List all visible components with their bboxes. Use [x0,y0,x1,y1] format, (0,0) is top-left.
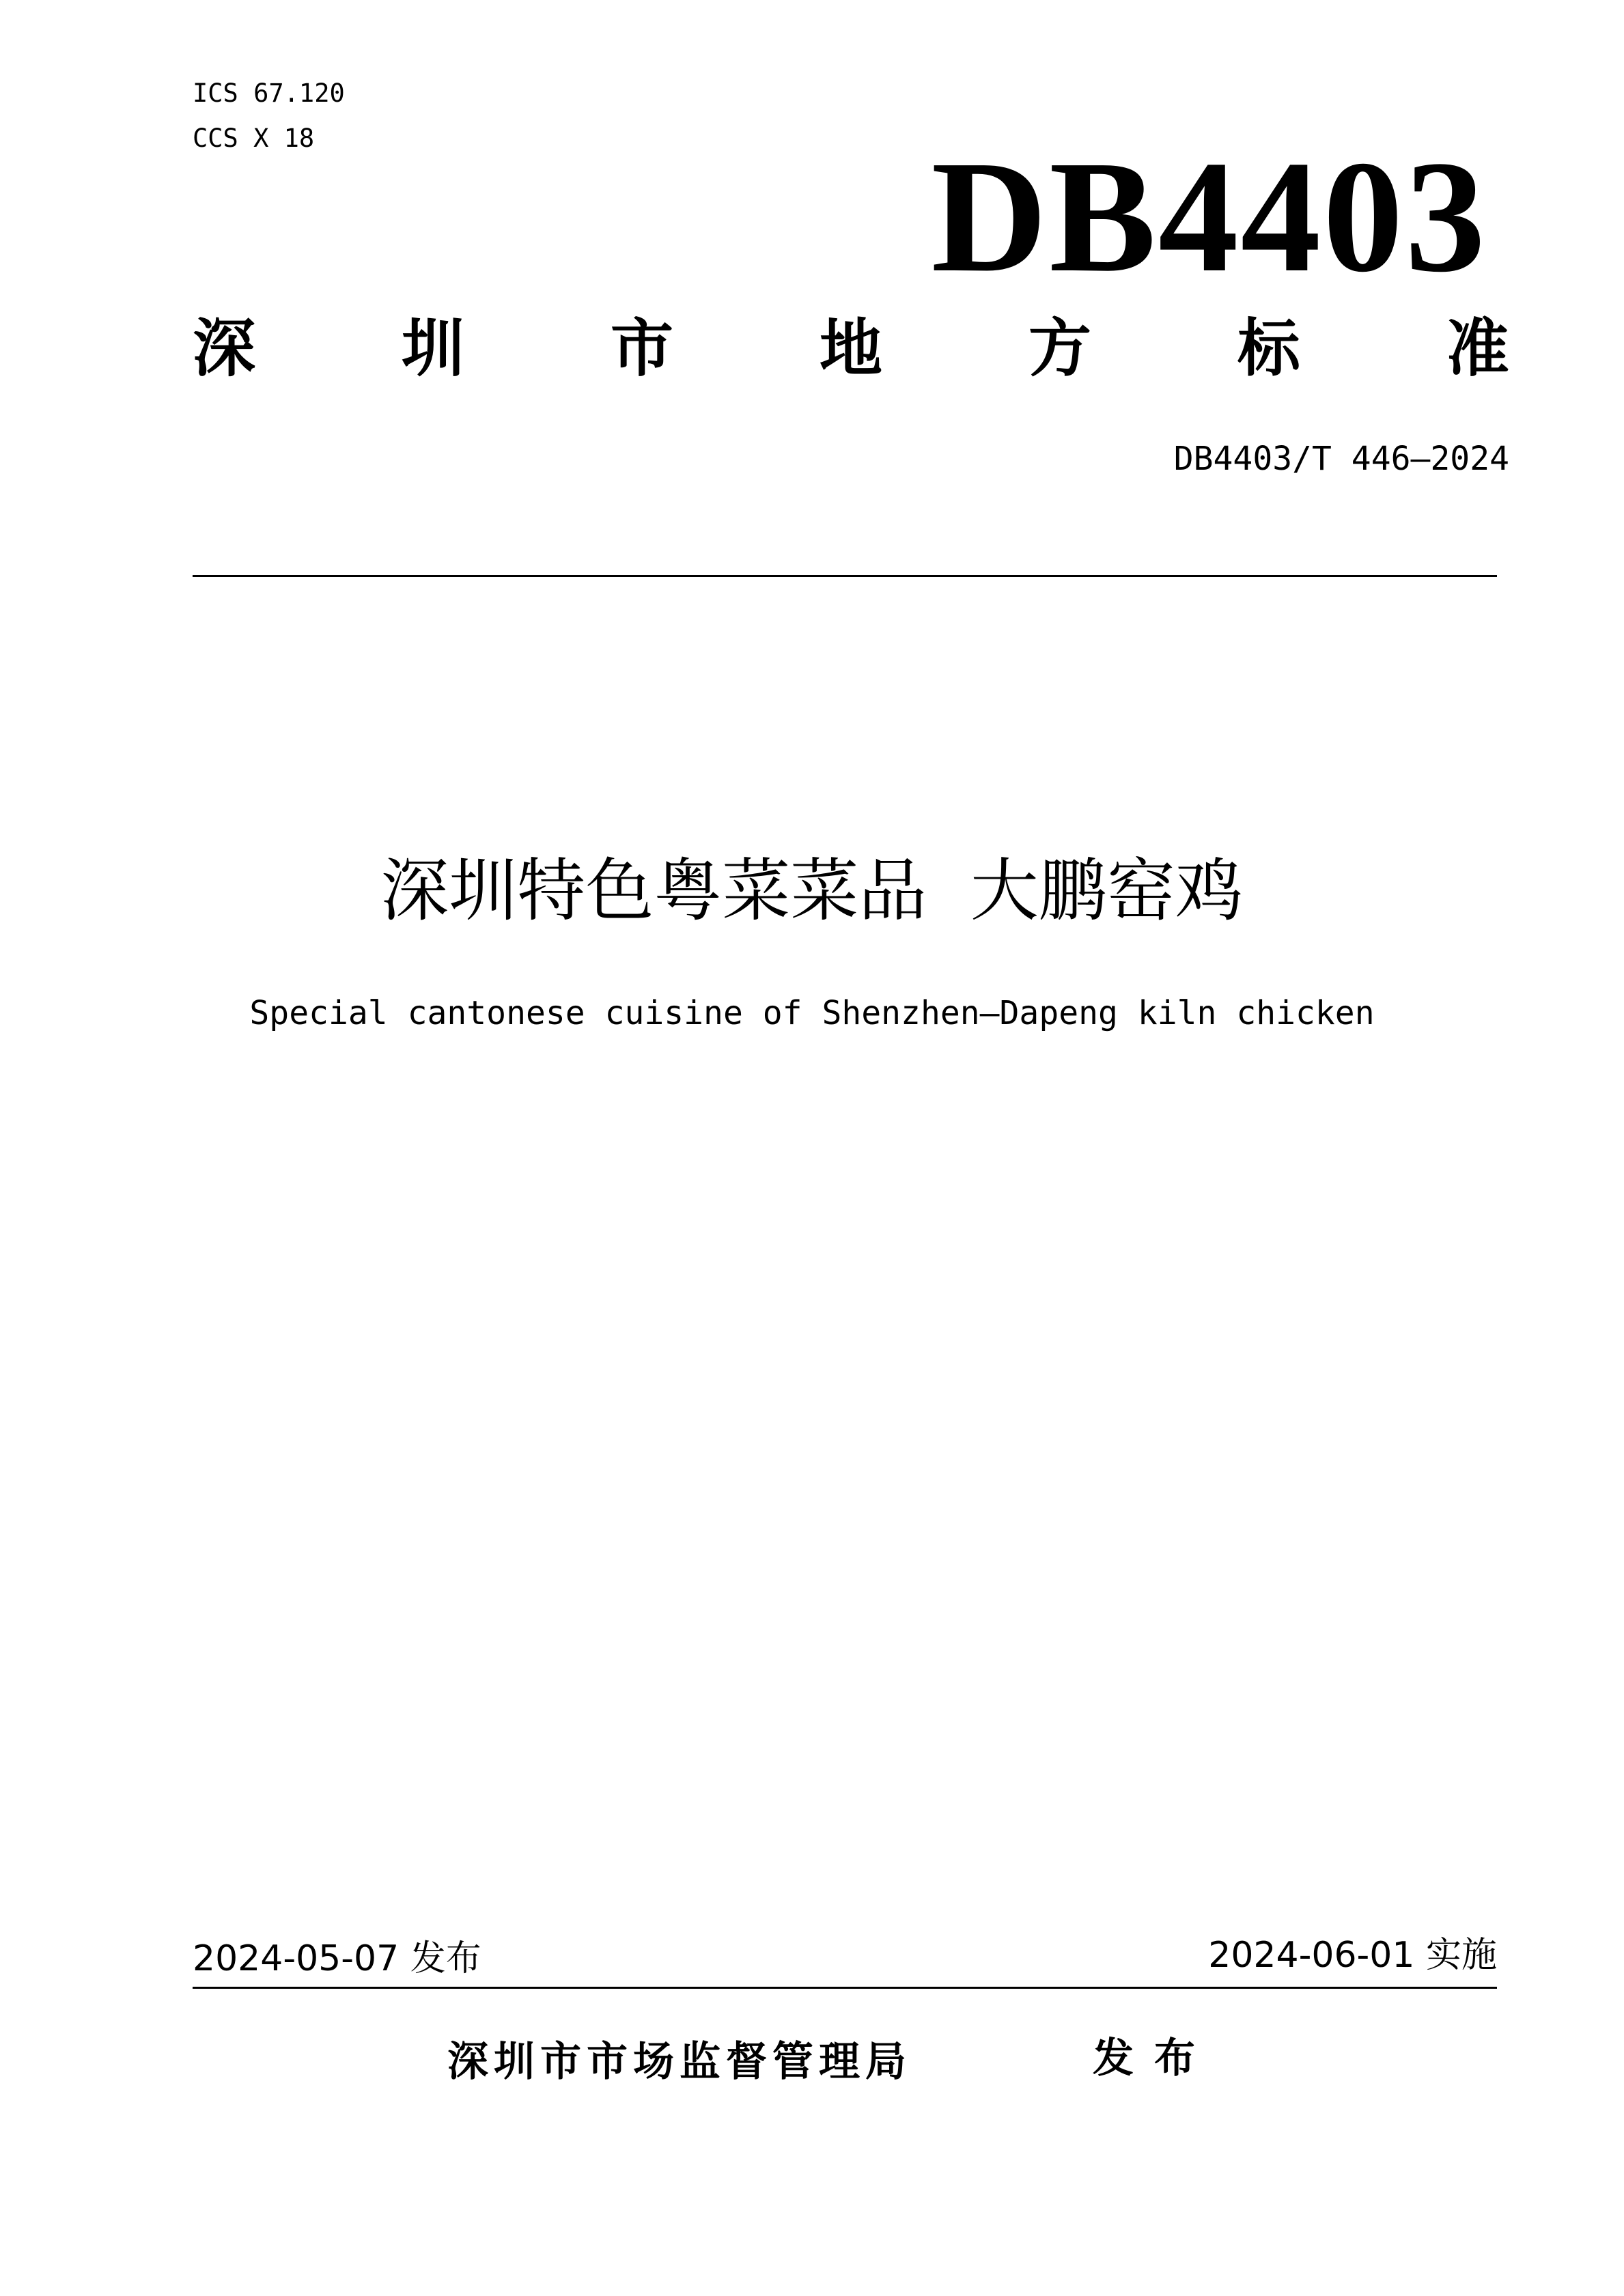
standard-type-char: 准 [1446,312,1509,385]
standard-type-char: 市 [610,312,673,385]
document-title-chinese: 深圳特色粤菜菜品 大鹏窑鸡 [380,851,1244,931]
standard-type-heading [193,312,1509,385]
standard-type-char: 方 [1028,312,1091,385]
standard-type-char: 圳 [401,312,464,385]
implement-date: 2024-06-01 实施 [1208,1935,1497,1976]
standard-type-char: 标 [1237,312,1300,385]
top-divider [193,575,1497,577]
issuing-authority: 深圳市市场监督管理局 [447,2038,912,2086]
issue-label: 发布 [1093,2035,1216,2082]
ccs-code: CCS X 18 [193,124,315,153]
standard-number: DB4403/T 446—2024 [1173,440,1509,478]
standard-logo: DB4403 [931,128,1487,305]
standard-type-char: 深 [193,312,256,385]
publish-date: 2024-05-07 发布 [193,1938,481,1979]
bottom-divider [193,1987,1497,1989]
document-title-english: Special cantonese cuisine of Shenzhen—Dapeng kiln chicken [249,994,1375,1032]
standard-type-char: 地 [819,312,882,385]
ics-code: ICS 67.120 [193,79,345,108]
